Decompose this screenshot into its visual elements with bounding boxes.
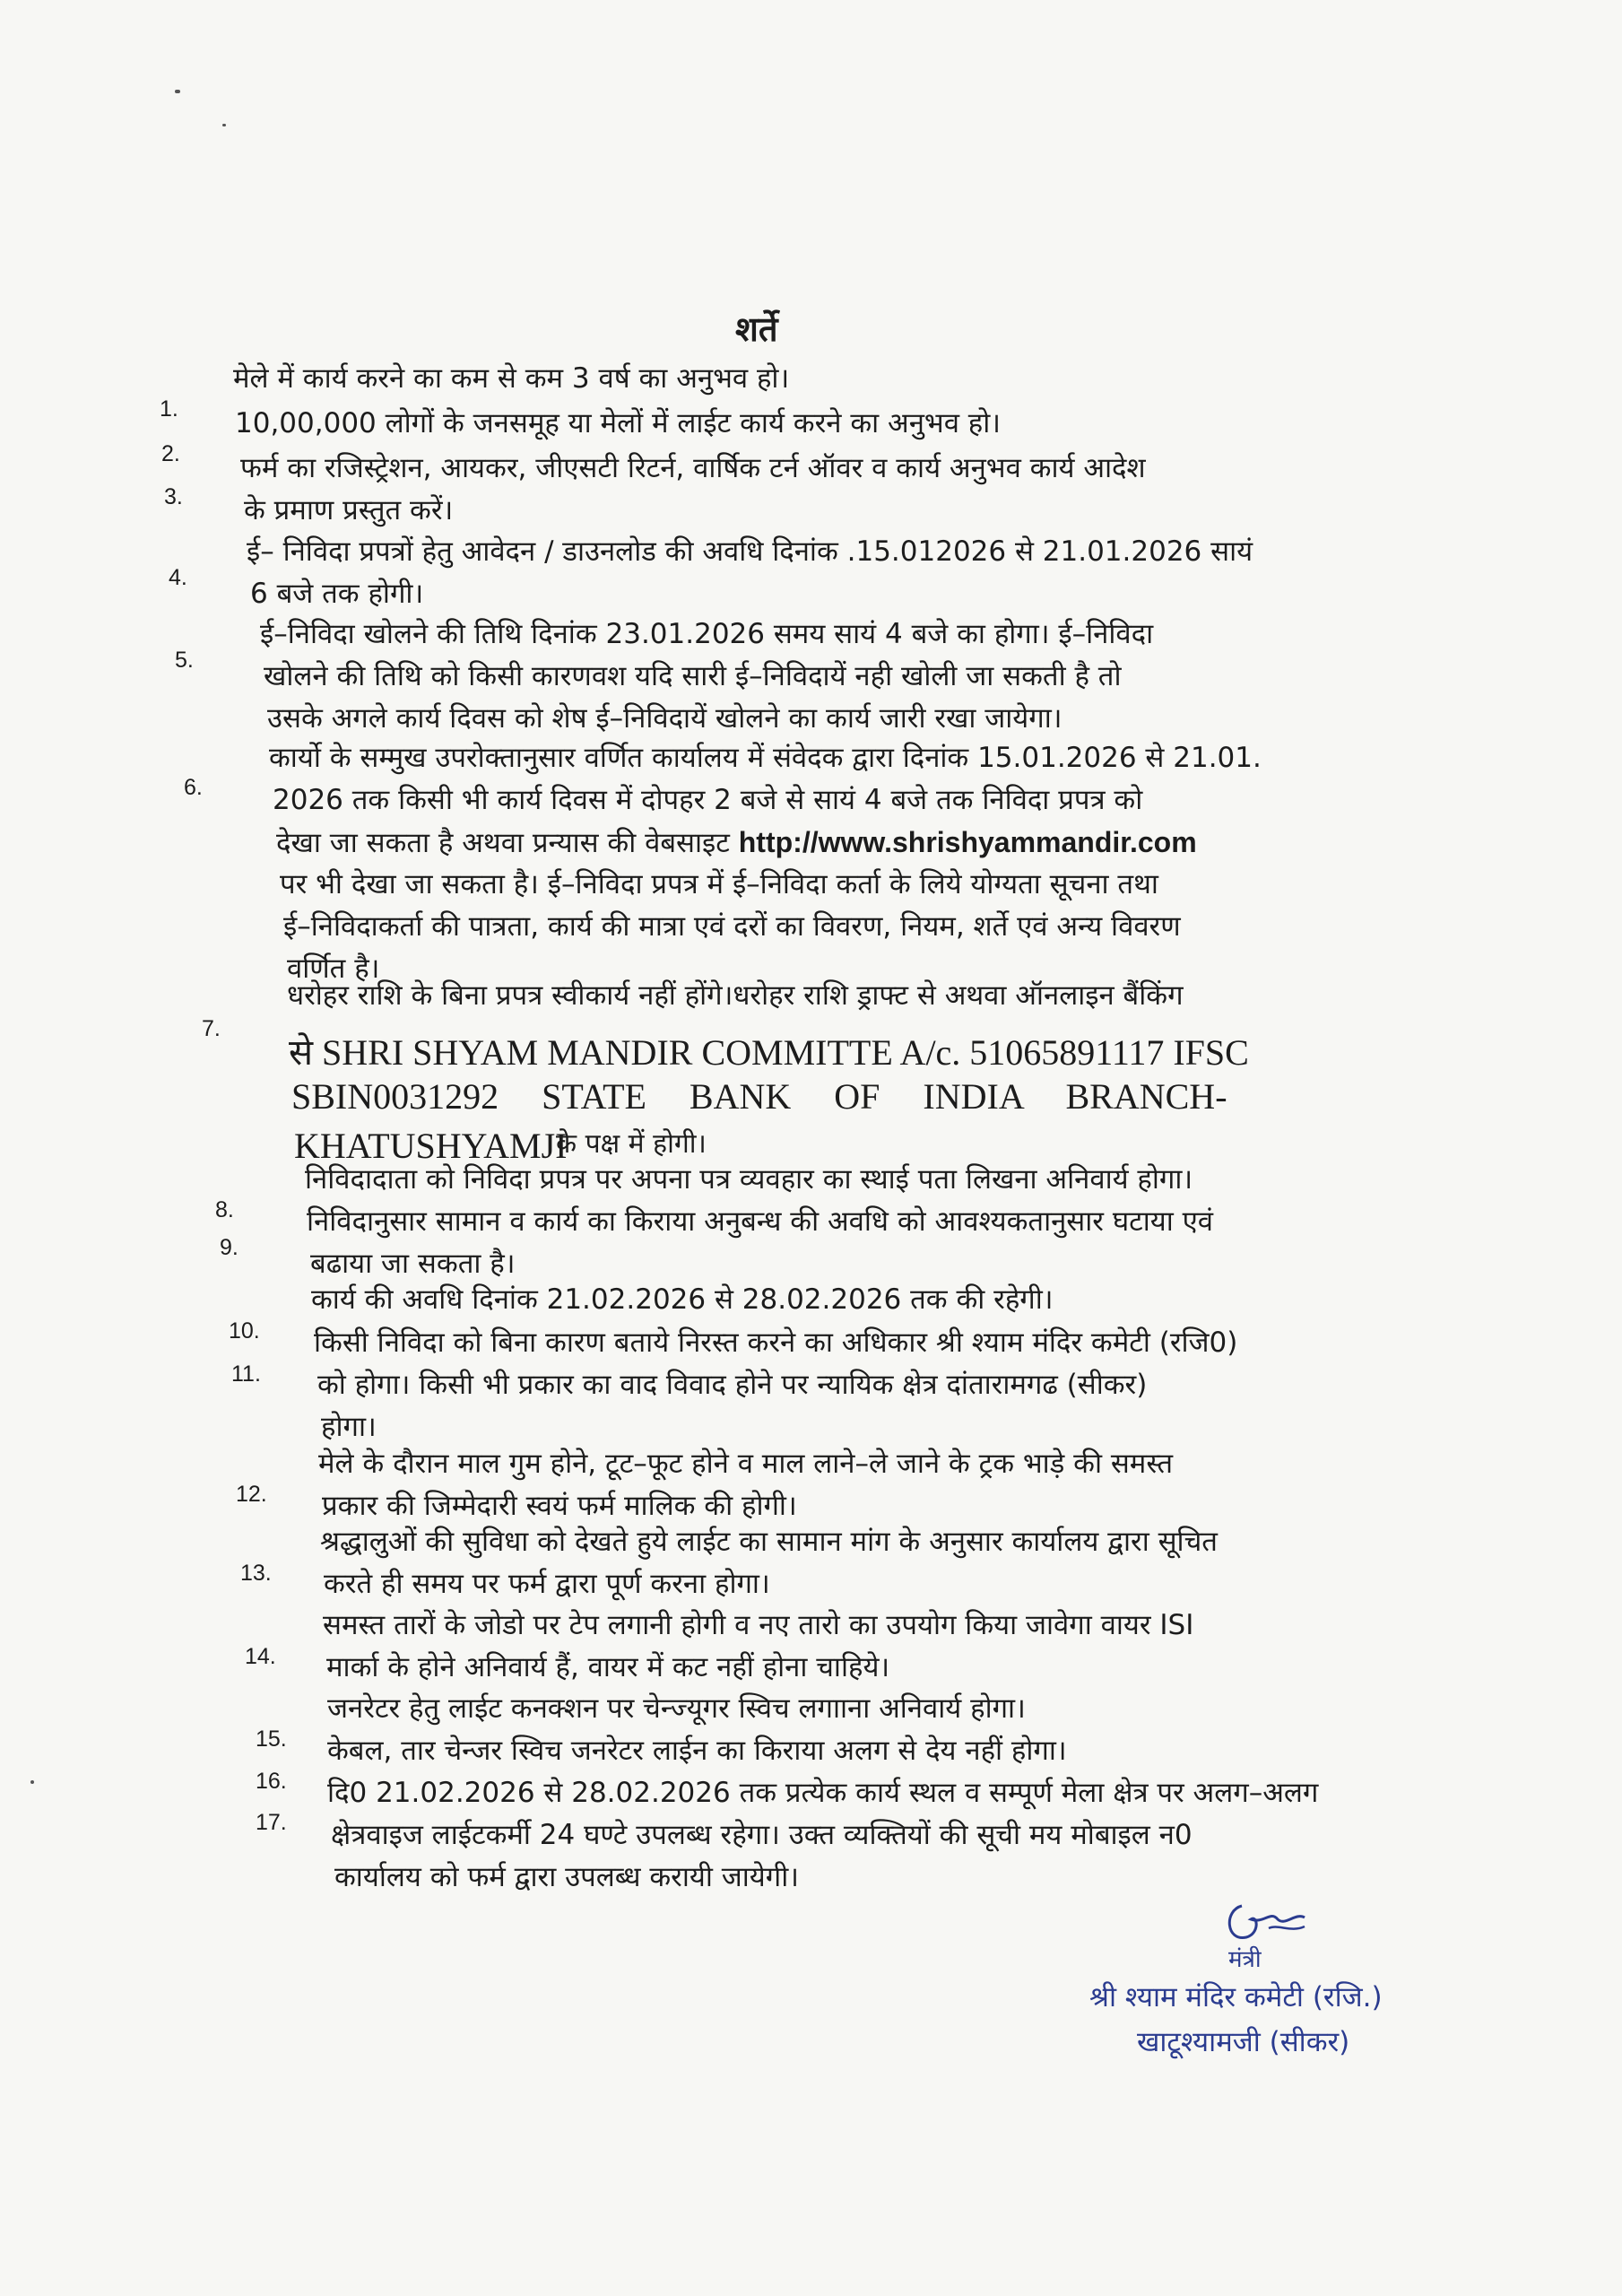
condition-text-line (276, 827, 1197, 858)
condition-number: 15. (256, 1726, 287, 1752)
condition-text-line: किसी निविदा को बिना कारण बताये निरस्त करने का अधिकार श्री श्याम मंदिर कमेटी (रजि0) (314, 1326, 1238, 1359)
condition-text-line: 6 बजे तक होगी। (250, 578, 424, 610)
scan-speck (222, 124, 226, 126)
condition-text-line: पर भी देखा जा सकता है। ई–निविदा प्रपत्र में ई–निविदा कर्ता के लिये योग्यता सूचना तथा (280, 868, 1158, 900)
condition-number: 10. (229, 1318, 260, 1344)
condition-text-line: बढाया जा सकता है। (310, 1248, 516, 1280)
condition-text-line: दि0 21.02.2026 से 28.02.2026 तक प्रत्येक कार्य स्थल व सम्पूर्ण मेला क्षेत्र पर अलग–अलग (327, 1777, 1319, 1809)
website-link[interactable]: http://www.shrishyammandir.com (738, 826, 1197, 858)
condition-text-line: जनरेटर हेतु लाईट कनक्शन पर चेन्ज्यूगर स्विच लगााना अनिवार्य होगा। (327, 1692, 1026, 1725)
condition-text-line: ई–निविदा खोलने की तिथि दिनांक 23.01.2026 समय सायं 4 बजे का होगा। ई–निविदा (260, 618, 1154, 650)
condition-text-line: को होगा। किसी भी प्रकार का वाद विवाद होने पर न्यायिक क्षेत्र दांतारामगढ (सीकर) (317, 1369, 1148, 1401)
url-prefix-text: देखा जा सकता है अथवा प्रन्यास की वेबसाइट (276, 827, 739, 859)
condition-text-line: उसके अगले कार्य दिवस को शेष ई–निविदायें खोलने का कार्य जारी रखा जायेगा। (267, 702, 1063, 735)
condition-text-line: कार्यो के सम्मुख उपरोक्तानुसार वर्णित कार्यालय में संवेदक द्वारा दिनांक 15.01.2026 से 21.01. (269, 742, 1262, 774)
document-title: शर्ते (735, 309, 778, 349)
condition-number: 12. (236, 1482, 267, 1507)
bank-detail-line: से SHRI SHYAM MANDIR COMMITTE A/c. 51065891117 IFSC (289, 1032, 1249, 1073)
condition-text-line: केबल, तार चेन्जर स्विच जनरेटर लाईन का किराया अलग से देय नहीं होगा। (327, 1735, 1067, 1767)
condition-number: 6. (184, 775, 203, 800)
bank-suffix (556, 1128, 707, 1159)
condition-text-line: मेले में कार्य करने का कम से कम 3 वर्ष का अनुभव हो। (233, 362, 790, 395)
condition-text-line: धरोहर राशि के बिना प्रपत्र स्वीकार्य नहीं होंगे।धरोहर राशि ड्राफ्ट से अथवा ऑनलाइन बैंकिंग (287, 979, 1184, 1012)
condition-text-line: कार्यालय को फर्म द्वारा उपलब्ध करायी जायेगी। (334, 1861, 799, 1893)
scan-speck (175, 90, 180, 93)
signatory-org-place: खाटूश्यामजी (सीकर) (1137, 2026, 1350, 2058)
condition-text-line: ई–निविदाकर्ता की पात्रता, कार्य की मात्रा एवं दरों का विवरण, नियम, शर्ते एवं अन्य विवरण (283, 910, 1181, 943)
condition-text-line: फर्म का रजिस्ट्रेशन, आयकर, जीएसटी रिटर्न, वार्षिक टर्न ऑवर व कार्य अनुभव कार्य आदेश (240, 452, 1146, 484)
bank-suffix-text: के पक्ष में होगी। (556, 1128, 707, 1160)
condition-text-line: मेले के दौरान माल गुम होने, टूट–फूट होने व माल लाने–ले जाने के ट्रक भाड़े की समस्त (318, 1448, 1174, 1480)
condition-number: 2. (161, 441, 180, 466)
condition-text-line: होगा। (321, 1411, 377, 1443)
condition-number: 14. (245, 1644, 276, 1669)
condition-text-line: निविदानुसार सामान व कार्य का किराया अनुबन्ध की अवधि को आवश्यकतानुसार घटाया एवं (307, 1205, 1214, 1238)
condition-number: 3. (164, 484, 183, 509)
condition-text-line: वर्णित है। (287, 952, 380, 985)
condition-text-line: श्रद्धालुओं की सुविधा को देखते हुये लाईट का सामान मांग के अनुसार कार्यालय द्वारा सूचित (320, 1526, 1218, 1558)
condition-number: 8. (215, 1197, 234, 1222)
condition-number: 9. (220, 1235, 239, 1260)
condition-text-line: 2026 तक किसी भी कार्य दिवस में दोपहर 2 बजे से सायं 4 बजे तक निविदा प्रपत्र को (273, 784, 1143, 816)
condition-number: 11. (231, 1361, 261, 1387)
condition-text-line: 10,00,000 लोगों के जनसमूह या मेलों में लाईट कार्य करने का अनुभव हो। (235, 407, 1002, 439)
bank-detail-line: KHATUSHYAMJI (294, 1126, 568, 1166)
condition-text-line: निविदादाता को निविदा प्रपत्र पर अपना पत्र व्यवहार का स्थाई पता लिखना अनिवार्य होगा। (305, 1163, 1193, 1196)
condition-text-line: कार्य की अवधि दिनांक 21.02.2026 से 28.02.2026 तक की रहेगी। (311, 1283, 1054, 1316)
bank-detail-line: SBIN0031292 STATE BANK OF INDIA BRANCH- (291, 1076, 1227, 1117)
condition-number: 16. (256, 1769, 287, 1794)
condition-number: 5. (175, 648, 194, 673)
condition-text-line: करते ही समय पर फर्म द्वारा पूर्ण करना होगा। (324, 1568, 770, 1600)
condition-number: 7. (202, 1016, 221, 1041)
signatory-org-name: श्री श्याम मंदिर कमेटी (रजि.) (1089, 1981, 1383, 2013)
condition-number: 4. (169, 565, 187, 590)
scan-speck (30, 1780, 34, 1784)
condition-text-line: खोलने की तिथि को किसी कारणवश यदि सारी ई–निविदायें नही खोली जा सकती है तो (264, 660, 1122, 692)
condition-number: 1. (160, 396, 178, 422)
condition-text-line: मार्का के होने अनिवार्य हैं, वायर में कट नहीं होना चाहिये। (326, 1651, 890, 1683)
condition-number: 13. (240, 1561, 272, 1586)
condition-text-line: ई– निविदा प्रपत्रों हेतु आवेदन / डाउनलोड की अवधि दिनांक .15.012026 से 21.01.2026 सायं (247, 535, 1253, 568)
signatory-designation: मंत्री (1228, 1946, 1262, 1973)
condition-text-line: प्रकार की जिम्मेदारी स्वयं फर्म मालिक की होगी। (322, 1490, 797, 1522)
condition-text-line: समस्त तारों के जोडो पर टेप लगानी होगी व नए तारो का उपयोग किया जावेगा वायर ISI (323, 1609, 1194, 1641)
condition-number: 17. (256, 1810, 287, 1835)
condition-text-line: के प्रमाण प्रस्तुत करें। (244, 494, 454, 526)
condition-text-line: क्षेत्रवाइज लाईटकर्मी 24 घण्टे उपलब्ध रहेगा। उक्त व्यक्तियों की सूची मय मोबाइल न0 (331, 1819, 1193, 1851)
